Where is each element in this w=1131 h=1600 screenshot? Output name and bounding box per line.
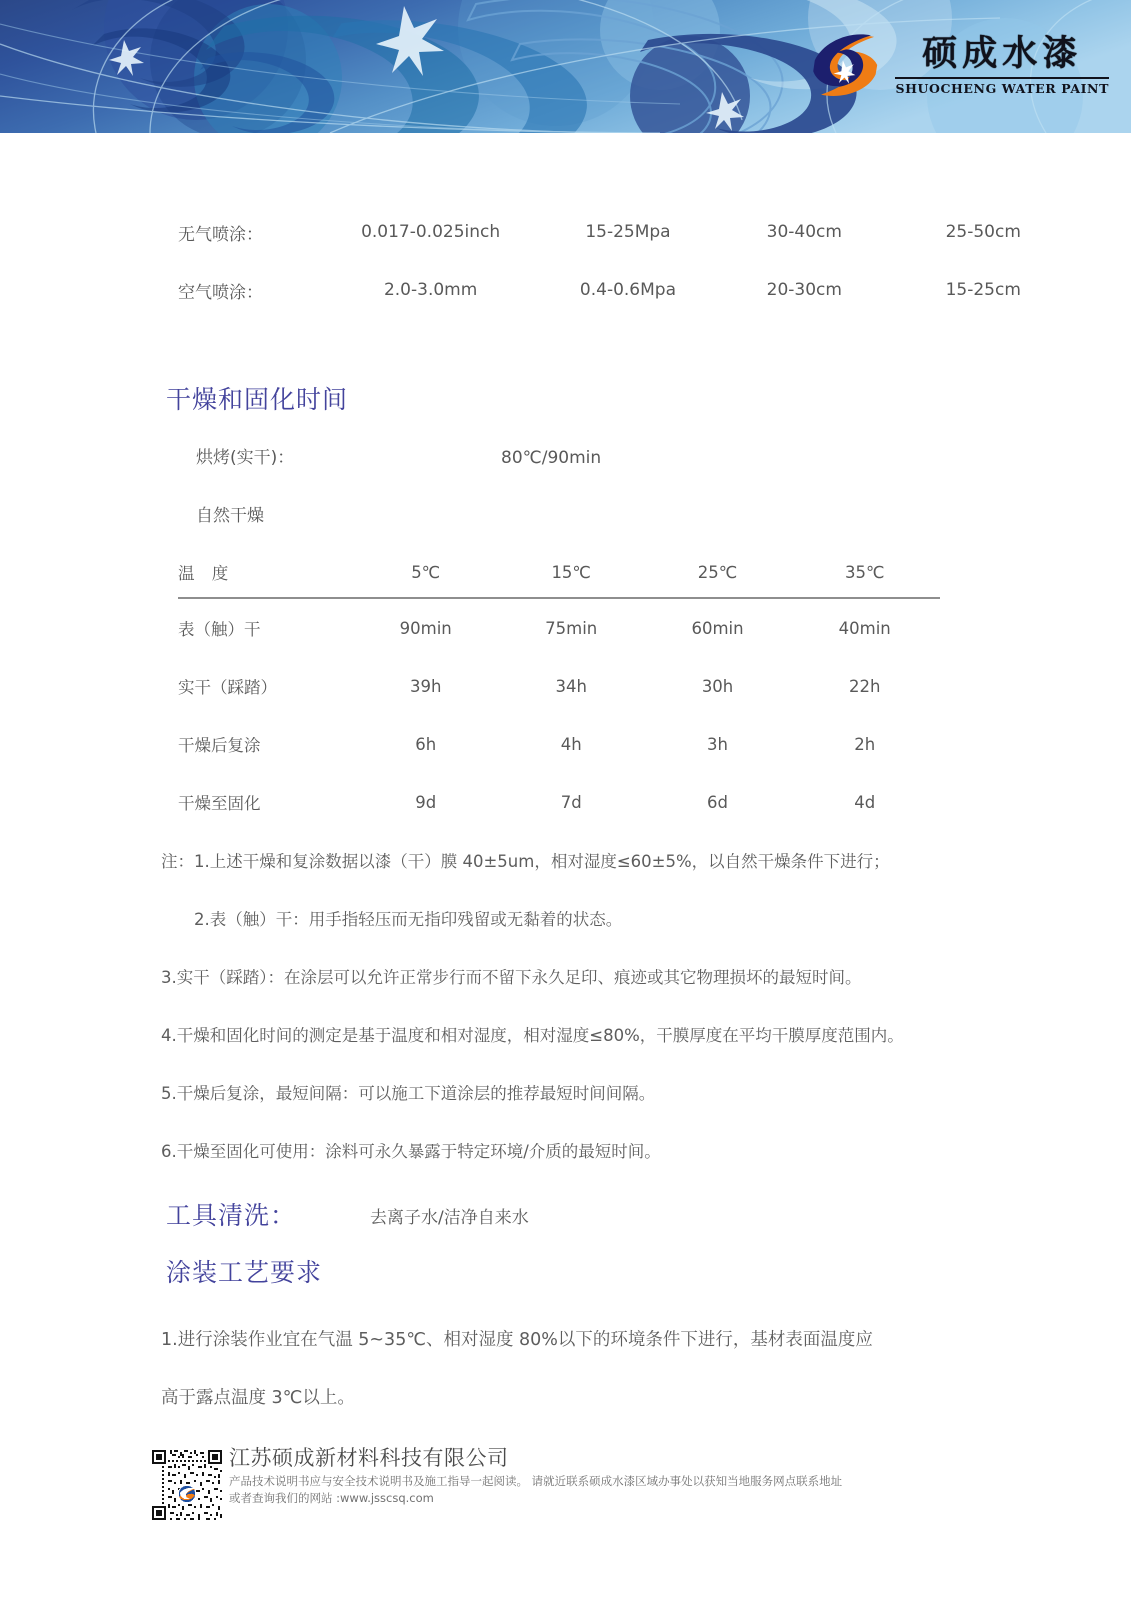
column-header-5c: 5℃ [411, 562, 441, 582]
column-header-25c: 25℃ [697, 562, 738, 582]
bake-dry-label: 烘烤(实干)： [196, 448, 295, 468]
note-item: 2.表（触）干：用手指轻压而无指印残留或无黏着的状态。 [194, 909, 623, 929]
cell-value: 9d [415, 792, 437, 812]
table-row [178, 715, 940, 773]
coating-process-paragraph [161, 1311, 971, 1427]
page-header-banner [0, 0, 1131, 133]
footer-note-line-1: 产品技术说明书应与安全技术说明书及施工指导一起阅读。 请就近联系硕成水漆区域办事处以获知当地服务网点联系地址 [229, 1474, 843, 1488]
drying-time-temperature-table [178, 553, 940, 831]
note-item: 4.干燥和固化时间的测定是基于温度和相对湿度，相对湿度≤80%，干膜厚度在平均干膜厚度范围内。 [161, 1025, 904, 1045]
brand-logo [807, 26, 1109, 104]
spray-width-value: 25-50cm [945, 222, 1021, 242]
note-item: 注：1.上述干燥和复涂数据以漆（干）膜 40±5um，相对湿度≤60±5%，以自然干燥条件下进行； [161, 851, 890, 871]
column-header-temperature: 温 度 [178, 564, 235, 583]
process-line-1: 1.进行涂装作业宜在气温 5~35℃、相对湿度 80%以下的环境条件下进行，基材表面温度应 [161, 1330, 873, 1350]
table-row [178, 773, 940, 831]
footer-note-line-2: 或者查询我们的网站 :www.jsscsq.com [229, 1491, 434, 1505]
spray-pressure-value: 0.4-0.6Mpa [579, 280, 677, 300]
cell-value: 2h [854, 734, 876, 754]
cell-value: 4d [854, 792, 876, 812]
spray-pressure-value: 15-25Mpa [585, 222, 671, 242]
footer-text-block [229, 1443, 842, 1507]
tool-cleaning-value: 去离子水/洁净自来水 [370, 1208, 529, 1228]
process-line-2: 高于露点温度 3℃以上。 [161, 1388, 355, 1408]
cell-value: 90min [399, 618, 452, 638]
table-row [178, 261, 1078, 319]
row-label-hard-dry: 实干（踩踏） [178, 678, 277, 697]
spray-nozzle-value: 2.0-3.0mm [383, 280, 478, 300]
cell-value: 4h [560, 734, 582, 754]
note-item: 3.实干（踩踏）：在涂层可以允许正常步行而不留下永久足印、痕迹或其它物理损坏的最短时间。 [161, 967, 862, 987]
cell-value: 60min [691, 618, 744, 638]
company-name: 江苏硕成新材料科技有限公司 [229, 1446, 509, 1470]
table-row [178, 598, 940, 657]
column-header-35c: 35℃ [844, 562, 885, 582]
spray-row-label: 无气喷涂： [178, 224, 263, 245]
brand-name-cn: 硕成水漆 [922, 32, 1083, 74]
note-item: 5.干燥后复涂，最短间隔：可以施工下道涂层的推荐最短时间间隔。 [161, 1083, 656, 1103]
row-label-full-cure: 干燥至固化 [178, 794, 261, 813]
spray-nozzle-value: 0.017-0.025inch [361, 222, 501, 242]
cell-value: 39h [409, 676, 442, 696]
bake-dry-row [196, 443, 896, 468]
row-label-surface-dry: 表（触）干 [178, 620, 261, 639]
brand-divider [895, 77, 1109, 79]
cell-value: 34h [555, 676, 587, 696]
bake-dry-value: 80℃/90min [501, 448, 602, 468]
natural-drying-label: 自然干燥 [196, 506, 264, 526]
cell-value: 6h [415, 734, 437, 754]
spray-distance-value: 30-40cm [766, 222, 842, 242]
spray-parameters-table [178, 203, 1078, 319]
cell-value: 75min [545, 618, 598, 638]
cell-value: 6d [707, 792, 729, 812]
page-footer [0, 1443, 1131, 1553]
cell-value: 40min [838, 618, 891, 638]
spray-row-label: 空气喷涂： [178, 282, 263, 303]
brand-name-en: SHUOCHENG WATER PAINT [895, 81, 1109, 97]
spray-width-value: 15-25cm [945, 280, 1021, 300]
section-heading-tool-cleaning: 工具清洗： [166, 1201, 297, 1230]
cell-value: 30h [701, 676, 734, 696]
spray-distance-value: 20-30cm [766, 280, 842, 300]
notes-list [161, 833, 1061, 1181]
cell-value: 7d [560, 792, 582, 812]
section-heading-coating-process: 涂装工艺要求 [166, 1258, 323, 1287]
cell-value: 3h [707, 734, 729, 754]
table-row [178, 203, 1078, 261]
shuocheng-swoosh-logo-icon [807, 26, 885, 104]
qr-code-icon [150, 1448, 224, 1522]
section-heading-drying-curing: 干燥和固化时间 [166, 385, 349, 414]
row-label-recoat: 干燥后复涂 [178, 736, 261, 755]
cell-value: 22h [849, 676, 881, 696]
column-header-15c: 15℃ [551, 562, 591, 582]
table-header-row [178, 553, 940, 598]
table-row [178, 657, 940, 715]
note-item: 6.干燥至固化可使用：涂料可永久暴露于特定环境/介质的最短时间。 [161, 1141, 661, 1161]
